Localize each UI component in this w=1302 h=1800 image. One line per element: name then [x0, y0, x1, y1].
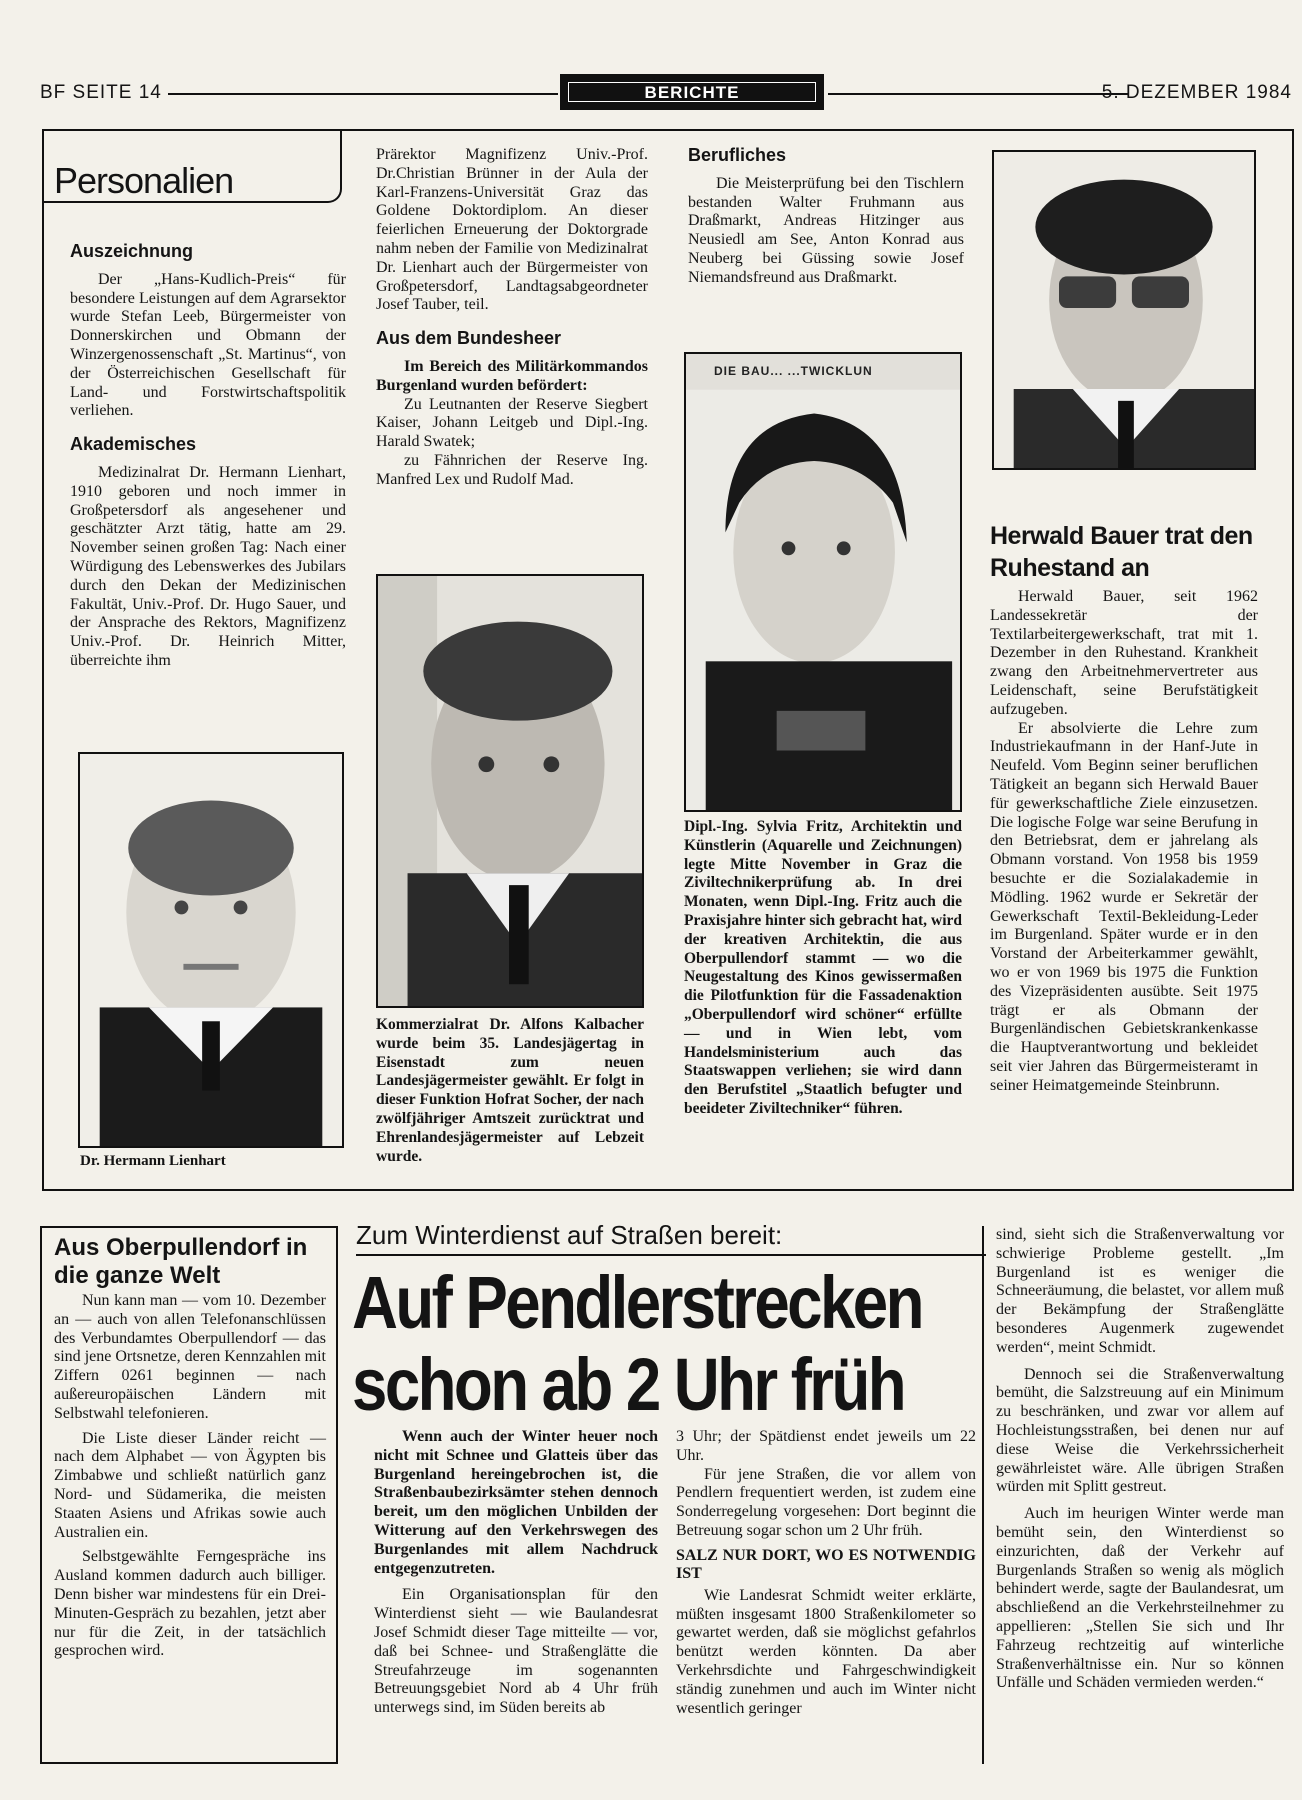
bauer-heading: Herwald Bauer trat den Ruhestand an — [990, 522, 1253, 582]
oberpullendorf-p1: Nun kann man — vom 10. Dezember an — auch von allen Telefonanschlüssen des Verbundamtes Oberpullendorf — das sind jene Ortsnetze, deren Kennzahlen mit Ziffern 0261 beginnen — nach außereuropäischen Ländern mit Selbstwahl telefonieren. — [54, 1292, 326, 1422]
photo-bauer — [992, 150, 1256, 470]
bundesheer-heading: Aus dem Bundesheer — [376, 328, 562, 349]
photo-fritz — [684, 352, 962, 812]
issue-date: 5. DEZEMBER 1984 — [1101, 82, 1292, 103]
berufliches-text: Die Meisterprüfung bei den Tischlern bestanden Walter Fruhmann aus Draßmarkt, Andreas Hitzinger aus Neusiedl am See, Anton Konrad aus Neuberg bei Güssing sowie Josef Niemandsfreund aus Draßmarkt. — [688, 174, 964, 286]
col2-text: Prärektor Magnifizenz Univ.-Prof. Dr.Christian Brünner in der Aula der Karl-Franzens-Universität Graz das Goldene Doktordiplom. An dieser feierlichen Erneuerung der Doktorgrade nahm neben der Familie von Medizinalrat Dr. Lienhart auch der Bürgermeister von Großpetersdorf, Landtagsabgeordneter Josef Tauber, teil. — [376, 146, 648, 314]
masthead — [40, 76, 1292, 108]
oberpullendorf-title: Aus Oberpullendorf in die ganze Welt — [54, 1234, 308, 1289]
winterdienst-col-2 — [676, 1428, 976, 1718]
column-bundesheer — [376, 146, 648, 490]
photo-kalbacher — [376, 574, 644, 1008]
winterdienst-c2-p1: 3 Uhr; der Spätdienst endet jeweils um 22 Uhr. — [676, 1428, 976, 1464]
masthead-rule-right — [828, 93, 1128, 95]
kicker-rule — [356, 1254, 986, 1256]
auszeichnung-text: Der „Hans-Kudlich-Preis“ für besondere Leistungen auf dem Agrarsektor wurde Stefan Leeb, Bürgermeister von Donnerskirchen und Obmann der Winzergenossenschaft „St. Martinus“, von der Österreichischen Gesellschaft für Land- und Forstwirtschaftspolitik verliehen. — [70, 270, 346, 420]
bauer-p2: Er absolvierte die Lehre zum Industriekaufmann in der Hanf-Jute in Neufeld. Vom Beginn seiner beruflichen Tätigkeit an begann sich Herwald Bauer für gewerkschaftliche Ziele einzusetzen. Die logische Folge war seine Berufung in den Betriebsrat, dem er jahrelang als Obmann vorstand. Von 1958 bis 1959 besuchte er die Sozialakademie in Mödling. 1962 wurde er Sekretär der Gewerkschaft Textil-Bekleidung-Leder im Burgenland. Später wurde er in den Vorstand der Arbeiterkammer gewählt, wo er von 1969 bis 1975 die Funktion des Vizepräsidenten ausübte. Seit 1975 trägt er als Obmann der Burgenländischen Gebietskrankenkasse die Hauptverantwortung und bekleidet seit vier Jahren das Bürgermeisteramt in seiner Heimatgemeinde Steinbrunn. — [990, 719, 1258, 1094]
winterdienst-c3-p2: Dennoch sei die Straßenverwaltung bemüht, die Salzstreuung auf ein Minimum zu beschränken, und zwar vor allem auf Hochleistungsstraßen, bei denen nur auf diese Weise die Verkehrssicherheit gewährleistet wäre. Alle übrigen Straßen würden mit Splitt gestreut. — [996, 1365, 1284, 1496]
oberpullendorf-p3: Selbstgewählte Ferngespräche ins Ausland kommen dadurch auch billiger. Denn bisher war mindestens für ein Drei-Minuten-Gespräch zu bezahlen, jetzt aber nur für die Zeit, in der tatsächlich gesprochen wird. — [54, 1548, 326, 1660]
photo-fritz-sign: DIE BAU... ...TWICKLUN — [714, 364, 873, 378]
column-auszeichnung — [70, 234, 346, 671]
headline-line-2: schon ab 2 Uhr früh — [352, 1343, 905, 1426]
winterdienst-c3-p3: Auch im heurigen Winter werde man bemüht sein, den Winterdienst so einzurichten, daß der Verkehr auf Burgenlands Straßen so wenig als möglich behindert werde, sagte der Baulandesrat, um abschließend an die Verkehrsteilnehmer zu appellieren: „Stellen Sie sich und Ihr Fahrzeug rechtzeitig auf winterliche Straßenverhältnisse ein. Nur so können Unfälle und Schäden vermieden werden.“ — [996, 1505, 1284, 1692]
bundesheer-p2: zu Fähnrichen der Reserve Ing. Manfred Lex und Rudolf Mad. — [376, 451, 648, 488]
section-label: BERICHTE — [562, 76, 822, 108]
column-berufliches — [688, 146, 964, 288]
fritz-caption: Dipl.-Ing. Sylvia Fritz, Architektin und Künstlerin (Aquarelle und Zeichnungen) legte Mitte November in Graz die Ziviltechnikerprüfung ab. In drei Monaten, wenn Dipl.-Ing. Fritz auch die Praxisjahre hinter sich gebracht hat, wird der kreativen Architektin, die aus Oberpullendorf stammt — wo die Neugestaltung des Kinos gewissermaßen die Pilotfunktion für die Fassadenaktion „Oberpullendorf wird schöner“ erfüllte — und in Wien lebt, vom Handelsministerium auch das Staatswappen verliehen; sie wird dann den Berufstitel „Staatlich befugter und beeideter Ziviltechniker“ führen. — [684, 818, 962, 1117]
kalbacher-caption: Kommerzialrat Dr. Alfons Kalbacher wurde beim 35. Landesjägertag in Eisenstadt zum neuen Landesjägermeister gewählt. Er folgt in dieser Funktion Hofrat Socher, der nach zwölfjähriger Amtszeit zurücktrat und Ehrenlandesjägermeister auf Lebzeit wurde. — [376, 1016, 644, 1165]
winterdienst-p1: Ein Organisationsplan für den Winterdienst sieht — wie Baulandesrat Josef Schmidt dieser Tage mitteilte — vor, daß bei Schnee- und Straßenglätte die Streufahrzeuge im sogenannten Betreuungsgebiet Nord ab 4 Uhr früh unterwegs sind, im Süden bereits ab — [374, 1586, 658, 1717]
berufliches-heading: Berufliches — [688, 145, 787, 165]
bauer-p1: Herwald Bauer, seit 1962 Landessekretär der Textilarbeitergewerkschaft, trat mit 1. Dezember in den Ruhestand. Krankheit zwang den Arbeitnehmervertreter aus Leidenschaft, seine Berufstätigkeit aufzugeben. — [990, 588, 1258, 718]
oberpullendorf-box — [40, 1226, 338, 1764]
lienhart-caption: Dr. Hermann Lienhart — [80, 1153, 226, 1169]
winterdienst-col-1 — [374, 1428, 658, 1718]
column-divider — [982, 1226, 984, 1764]
winterdienst-c3-p1: sind, sieht sich die Straßenverwaltung vor schwierige Probleme gestellt. „Im Burgenland ist es weniger die Schneeräumung, die belastet, vor allem muß der Bekämpfung der Straßenglätte besonderes Augenmerk zugewendet werden“, meint Schmidt. — [996, 1226, 1284, 1356]
bundesheer-p1: Zu Leutnanten der Reserve Siegbert Kaiser, Johann Leitgeb und Dipl.-Ing. Harald Swatek; — [376, 395, 648, 451]
winterdienst-c2-p2: Für jene Straßen, die vor allem von Pendlern frequentiert werden, ist zudem eine Sonderregelung vorgesehen: Dort beginnt die Betreuung sogar schon um 2 Uhr früh. — [676, 1465, 976, 1539]
column-bauer — [990, 588, 1258, 1096]
personalien-title: Personalien — [50, 160, 330, 202]
akademisches-text: Medizinalrat Dr. Hermann Lienhart, 1910 geboren und noch immer in Großpetersdorf als angesehener und geschätzter Arzt tätig, hatte am 29. November seinen großen Tag: Nach einer Würdigung des Lebenswerkes des Jubilars durch den Dekan der Medizinischen Fakultät, Univ.-Prof. Dr. Hugo Sauer, und der Ansprache des Rektors, Magnifizenz Univ.-Prof. Dr. Heinrich Mitter, überreichte ihm — [70, 463, 346, 669]
headline-line-1: Auf Pendlerstrecken — [352, 1261, 922, 1344]
winterdienst-subhead: SALZ NUR DORT, WO ES NOTWENDIG IST — [676, 1546, 976, 1582]
page-number: BF SEITE 14 — [40, 82, 162, 103]
masthead-rule-left — [168, 93, 558, 95]
akademisches-heading: Akademisches — [70, 434, 197, 455]
winterdienst-lead: Wenn auch der Winter heuer noch nicht mit Schnee und Glatteis über das Burgenland hereingebrochen ist, die Straßenbaubezirksämter stehen dennoch bereit, um den möglichen Unbilden der Witterung auf den Verkehrswegen des Burgenlandes mit allem Nachdruck entgegenzutreten. — [374, 1428, 658, 1577]
oberpullendorf-p2: Die Liste dieser Länder reicht — nach dem Alphabet — von Ägypten bis Zimbabwe und schließt natürlich ganz Nord- und Südamerika, die meisten Staaten Asiens und Afrikas sowie auch Australien ein. — [54, 1429, 326, 1541]
winterdienst-headline — [352, 1261, 922, 1426]
auszeichnung-heading: Auszeichnung — [70, 241, 194, 261]
photo-lienhart — [78, 752, 344, 1148]
winterdienst-col-3 — [996, 1226, 1284, 1693]
bundesheer-intro: Im Bereich des Militärkommandos Burgenland wurden befördert: — [376, 357, 648, 394]
winterdienst-kicker: Zum Winterdienst auf Straßen bereit: — [356, 1220, 783, 1250]
winterdienst-c2-p3: Wie Landesrat Schmidt weiter erklärte, müßten insgesamt 1800 Straßenkilometer so gewartet werden, daß sie möglichst gefahrlos benützt werden könnten. Da aber Verkehrsdichte und Fahrgeschwindigkeit ständig zunehmen und auch im Winter nicht wesentlich geringer — [676, 1586, 976, 1717]
